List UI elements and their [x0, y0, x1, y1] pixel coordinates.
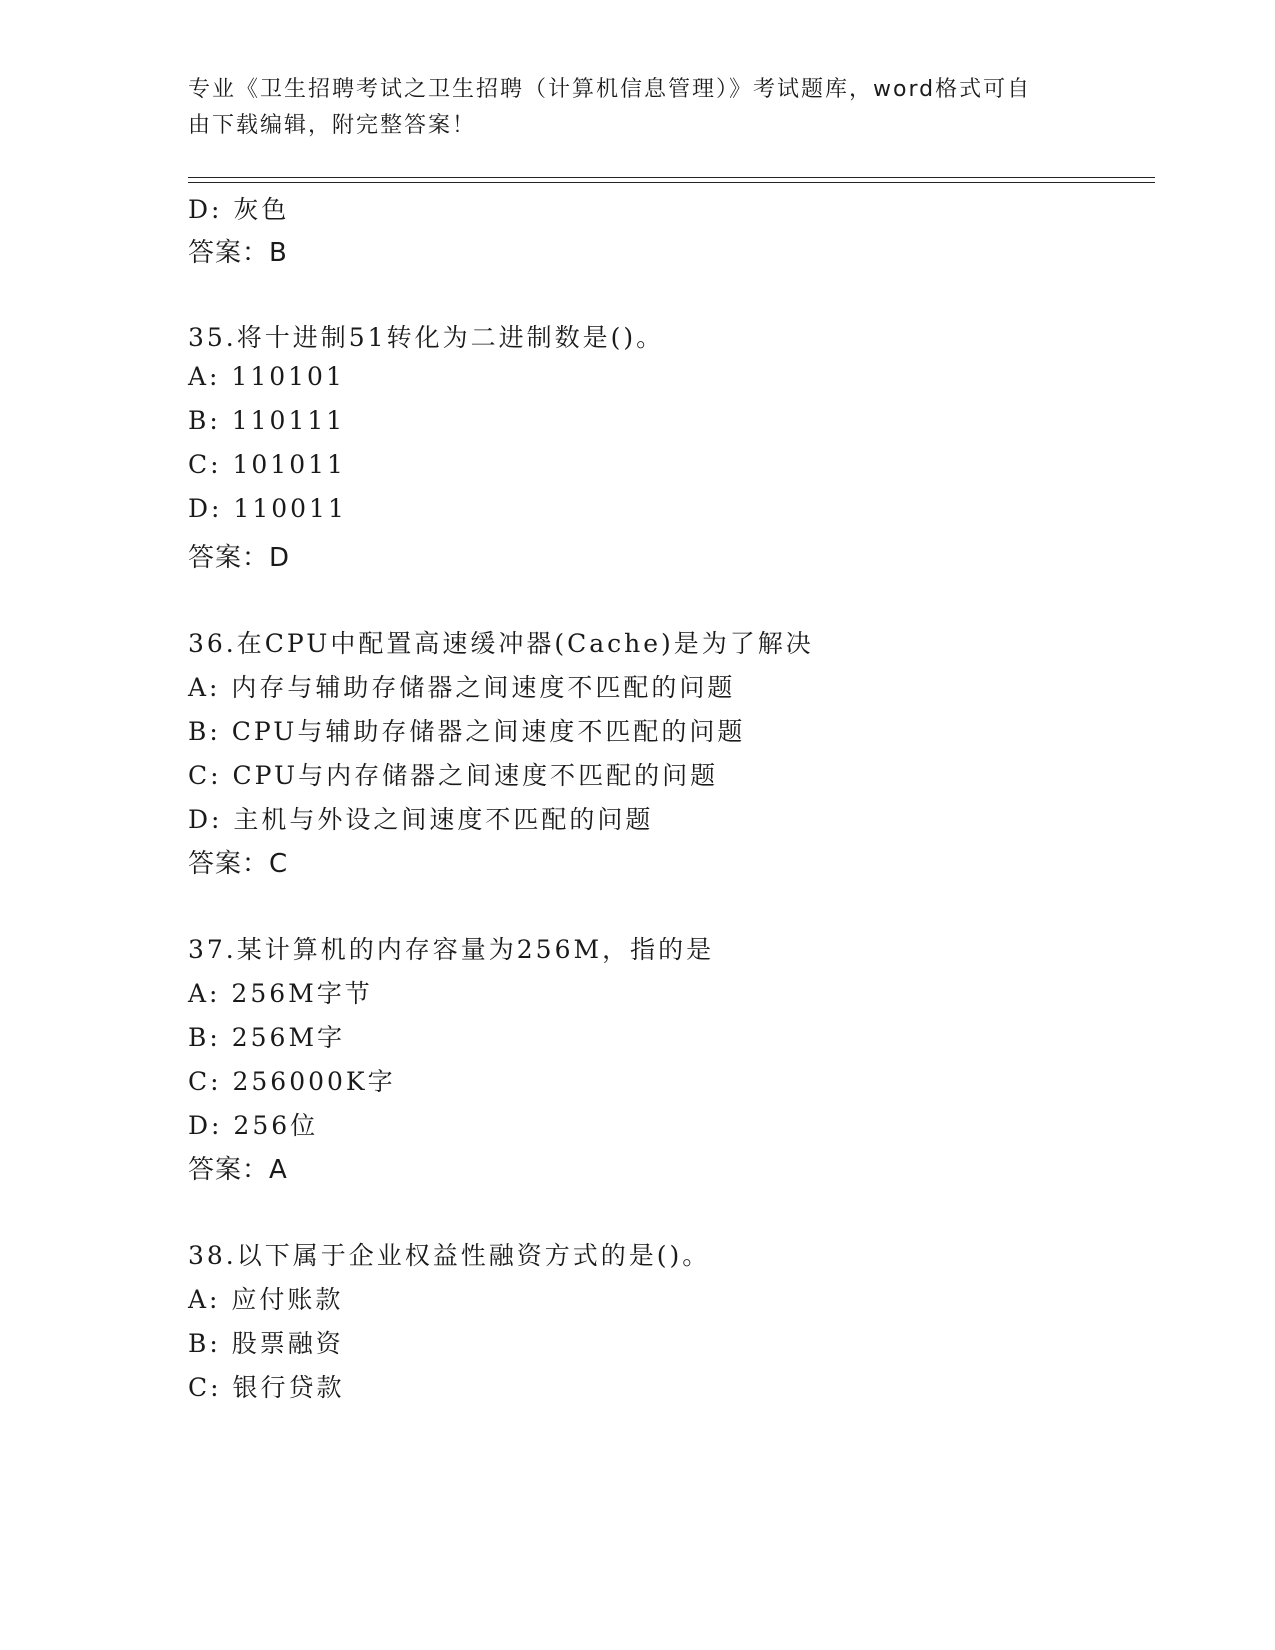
option-b: B: 256M字: [188, 1023, 346, 1052]
option-b: B: CPU与辅助存储器之间速度不匹配的问题: [188, 717, 746, 746]
option-a: A: 110101: [188, 362, 345, 391]
option-c: C: 256000K字: [188, 1067, 396, 1096]
question-stem: 35.将十进制51转化为二进制数是()。: [188, 323, 665, 352]
answer-line: 答案：D: [188, 543, 291, 573]
question-stem: 38.以下属于企业权益性融资方式的是()。: [188, 1241, 711, 1270]
option-b: B: 110111: [188, 406, 346, 435]
answer-line: 答案：C: [188, 849, 289, 879]
header-divider-top: [188, 177, 1155, 178]
option-c: C: 银行贷款: [188, 1373, 345, 1402]
answer-line: 答案：A: [188, 1155, 288, 1185]
document-header: [188, 72, 1068, 144]
header-line-2: 由下载编辑，附完整答案！: [188, 113, 477, 138]
option-c: C: CPU与内存储器之间速度不匹配的问题: [188, 761, 719, 790]
option-d: D: 灰色: [188, 195, 290, 224]
option-a: A: 256M字节: [188, 979, 373, 1008]
header-divider-bottom: [188, 182, 1155, 183]
option-d: D: 256位: [188, 1111, 319, 1140]
option-d: D: 主机与外设之间速度不匹配的问题: [188, 805, 654, 834]
question-stem: 36.在CPU中配置高速缓冲器(Cache)是为了解决: [188, 629, 814, 658]
option-b: B: 股票融资: [188, 1329, 344, 1358]
option-a: A: 内存与辅助存储器之间速度不匹配的问题: [188, 673, 736, 702]
answer-line: 答案：B: [188, 238, 288, 268]
option-a: A: 应付账款: [188, 1285, 344, 1314]
question-stem: 37.某计算机的内存容量为256M，指的是: [188, 935, 715, 964]
option-d: D: 110011: [188, 494, 347, 523]
header-line-1: 专业《卫生招聘考试之卫生招聘（计算机信息管理）》考试题库，word格式可自: [188, 77, 1032, 102]
option-c: C: 101011: [188, 450, 346, 479]
